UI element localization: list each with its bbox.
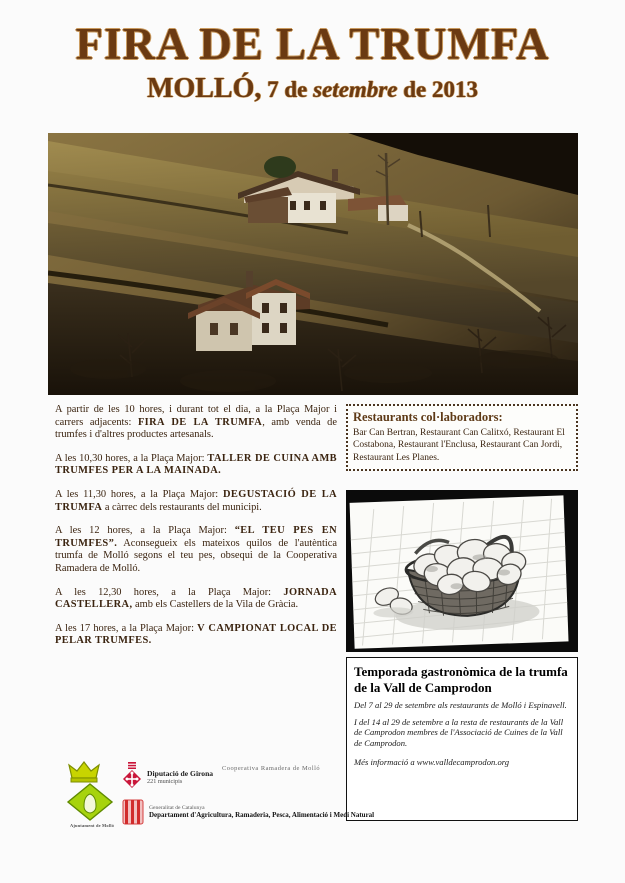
page-title: FIRA DE LA TRUMFA (75, 19, 550, 69)
programme-highlight: “EL TEU PES EN TRUMFES”. (55, 525, 337, 549)
programme-pre: A les 12 hores, a la Plaça Major: (55, 525, 235, 537)
restaurants-heading: Restaurants col·laboradors: (353, 410, 503, 424)
temporada-more-info: Més informació a www.valldecamprodon.org (354, 757, 510, 768)
ajuntament-mollo-caption: Ajuntament de Molló (69, 823, 115, 828)
diputacio-girona-logo (122, 762, 213, 792)
cooperativa-ramadera-label: Cooperativa Ramadera de Molló (222, 765, 321, 772)
subtitle-date-month: setembre (313, 77, 398, 102)
programme-item-castellera (55, 587, 337, 612)
temporada-paragraph-1: Del 7 al 29 de setembre als restaurants de Molló i Espinavell. (354, 700, 567, 710)
programme-item-degustacio (55, 489, 337, 514)
programme-pre: A les 17 hores, a la Plaça Major: (55, 622, 198, 634)
programme-highlight: DEGUSTACIÓ DE LA TRUMFA (55, 488, 337, 513)
hero-photo (48, 133, 578, 395)
ajuntament-mollo-logo (62, 758, 122, 828)
restaurants-box (346, 404, 578, 471)
right-column (346, 404, 578, 471)
generalitat-senyera-icon (122, 799, 144, 825)
subtitle-date-post: de 2013 (397, 77, 478, 102)
generalitat-department: Departament d'Agricultura, Ramaderia, Pesca, Alimentació i Medi Natural (149, 811, 375, 820)
subtitle-date-pre: 7 de (261, 77, 314, 102)
sponsor-footer (0, 755, 625, 855)
programme-item-fira (55, 404, 337, 442)
potato-basket-drawing (346, 490, 578, 652)
programme-pre: A les 12,30 hores, a la Plaça Major: (55, 586, 284, 598)
restaurants-list: Bar Can Bertran, Restaurant Can Calitxó, Restaurant El Costabona, Restaurant l'Enclusa, Restaurant Can Jordi, Restaurant Les Planes. (353, 428, 565, 463)
programme-highlight: V CAMPIONAT LOCAL DE PELAR TRUMFES. (55, 622, 338, 647)
programme-item-taller (55, 453, 337, 478)
temporada-title: Temporada gastronòmica de la trumfa de la Vall de Camprodon (354, 664, 568, 695)
programme-highlight: TALLER DE CUINA AMB TRUMFES PER A LA MAINADA. (55, 452, 337, 477)
programme-highlight: FIRA DE LA TRUMFA (137, 416, 263, 428)
diputacio-text-block (147, 769, 213, 786)
programme-column (55, 404, 337, 659)
mollo-crown-shield-icon (62, 758, 118, 822)
temporada-paragraph-2: I del 14 al 29 de setembre a la resta de restaurants de la Vall de Camprodon membres de l'Associació de Cuines de la Vall de Camprodon. (354, 716, 564, 748)
generalitat-logo (122, 799, 374, 825)
programme-pre: A les 10,30 hores, a la Plaça Major: (55, 452, 208, 464)
programme-post: Aconsegueix els mateixos quilos de l'autèntica trumfa de Molló segons el teu pes, obsequi de la Cooperativa Ramadera de Molló. (55, 537, 337, 574)
diputacio-name: Diputació de Girona (147, 768, 214, 778)
subtitle (0, 75, 625, 103)
basket-illustration (346, 490, 578, 652)
programme-post: , amb venda de trumfes i d'altres productes artesanals. (55, 416, 337, 441)
title-block (0, 0, 625, 103)
programme-item-campionat (55, 623, 337, 648)
diputacio-tagline: 221 municipis (147, 777, 183, 785)
generalitat-name: Generalitat de Catalunya (149, 804, 205, 811)
subtitle-town: MOLLÓ, (147, 73, 262, 104)
programme-item-pes-trumfes (55, 525, 337, 575)
programme-post: a càrrec dels restaurants del municipi. (102, 501, 262, 513)
programme-highlight: JORNADA CASTELLERA, (55, 586, 337, 611)
programme-pre: A partir de les 10 hores, i durant tot el dia, a la Plaça Major i carrers adjacents: (55, 404, 337, 428)
diputacio-girona-icon (122, 762, 142, 792)
programme-post: amb els Castellers de la Vila de Gràcia. (132, 599, 299, 611)
programme-pre: A les 11,30 hores, a la Plaça Major: (55, 488, 223, 500)
generalitat-text-block (149, 805, 374, 820)
hillside-landscape-illustration (48, 133, 578, 395)
